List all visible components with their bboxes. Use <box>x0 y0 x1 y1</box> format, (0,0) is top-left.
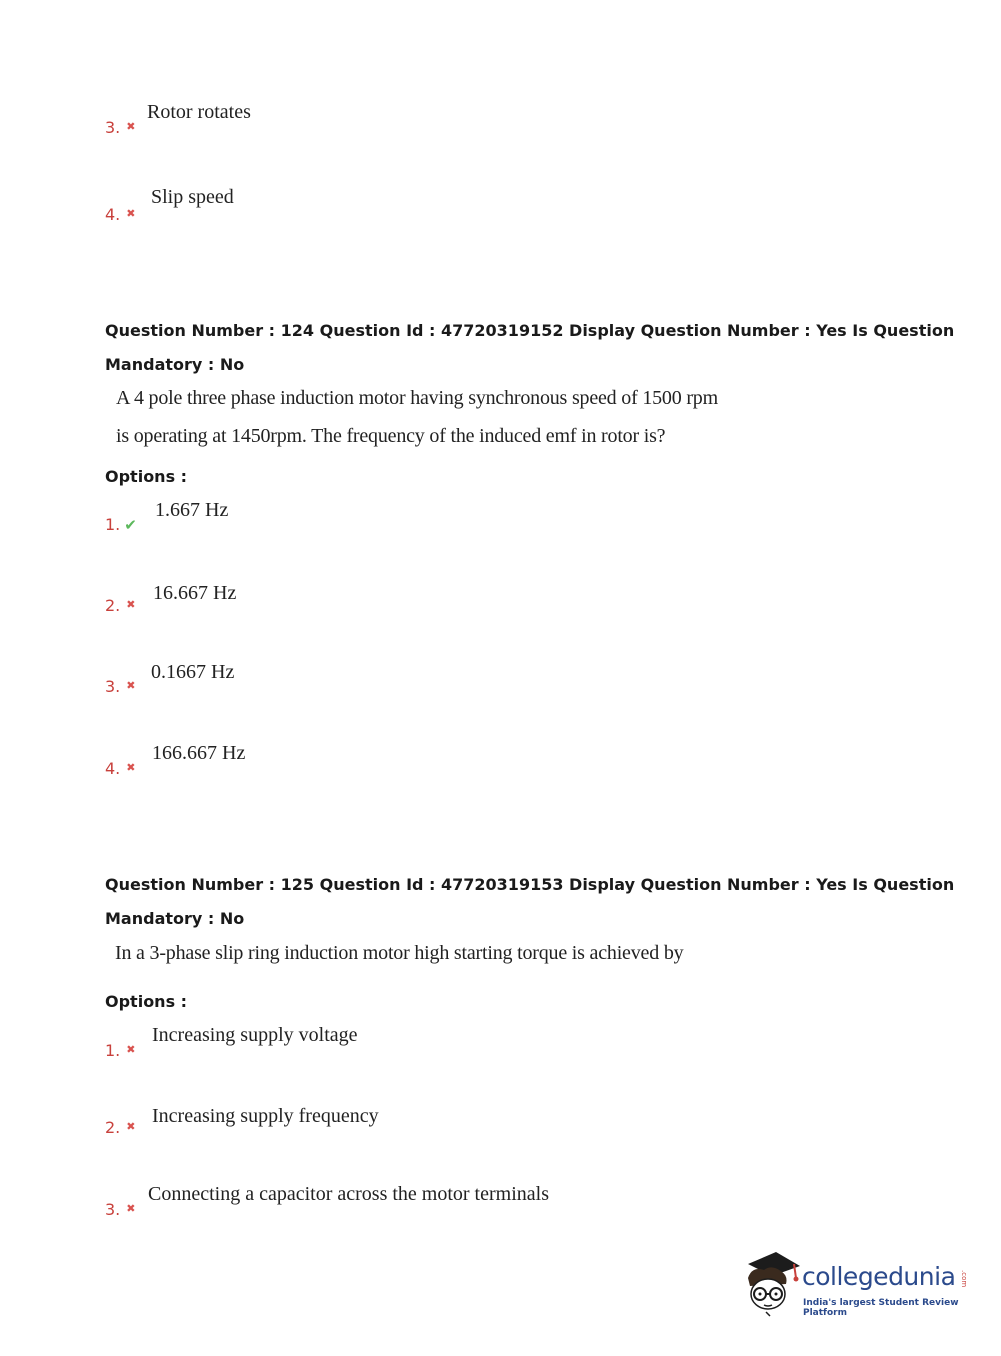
option-number: 4. ✖ <box>105 205 136 224</box>
brand-suffix: .com <box>960 1270 968 1288</box>
question-header: Question Number : 125 Question Id : 47720319153 Display Question Number : Yes Is Question <box>105 875 955 894</box>
question-text: A 4 pole three phase induction motor having synchronous speed of 1500 rpm <box>116 387 718 409</box>
options-label: Options : <box>105 992 188 1011</box>
question-text: is operating at 1450rpm. The frequency of the induced emf in rotor is? <box>116 425 666 447</box>
wrong-mark-icon: ✖ <box>126 1120 136 1133</box>
options-label: Options : <box>105 467 188 486</box>
option-number: 3. ✖ <box>105 1200 136 1219</box>
wrong-mark-icon: ✖ <box>126 598 136 611</box>
question-mandatory: Mandatory : No <box>105 355 245 374</box>
option-text: 166.667 Hz <box>152 742 246 764</box>
brand-name: collegedunia <box>802 1262 956 1291</box>
wrong-mark-icon: ✖ <box>126 1202 136 1215</box>
option-text: 0.1667 Hz <box>151 661 235 683</box>
wrong-mark-icon: ✖ <box>126 1043 136 1056</box>
option-number: 1. ✖ <box>105 1041 136 1060</box>
option-text: 16.667 Hz <box>153 582 237 604</box>
collegedunia-logo <box>742 1248 972 1318</box>
question-text: In a 3-phase slip ring induction motor high starting torque is achieved by <box>115 942 684 964</box>
option-text: Rotor rotates <box>147 101 251 123</box>
correct-check-icon: ✔ <box>124 516 137 534</box>
question-mandatory: Mandatory : No <box>105 909 245 928</box>
wrong-mark-icon: ✖ <box>126 761 136 774</box>
wrong-mark-icon: ✖ <box>126 207 136 220</box>
brand-tagline: India's largest Student Review Platform <box>803 1298 959 1318</box>
option-number: 1. ✔ <box>105 515 137 534</box>
option-number: 2. ✖ <box>105 596 136 615</box>
wrong-mark-icon: ✖ <box>126 120 136 133</box>
option-number: 2. ✖ <box>105 1118 136 1137</box>
option-number: 3. ✖ <box>105 118 136 137</box>
option-text: Increasing supply frequency <box>152 1105 379 1127</box>
option-text: 1.667 Hz <box>155 499 229 521</box>
option-text: Increasing supply voltage <box>152 1024 358 1046</box>
option-number: 4. ✖ <box>105 759 136 778</box>
mascot-icon <box>742 1248 802 1318</box>
option-text: Connecting a capacitor across the motor terminals <box>148 1183 549 1205</box>
question-header: Question Number : 124 Question Id : 47720319152 Display Question Number : Yes Is Question <box>105 321 955 340</box>
option-number: 3. ✖ <box>105 677 136 696</box>
option-text: Slip speed <box>151 186 234 208</box>
wrong-mark-icon: ✖ <box>126 679 136 692</box>
